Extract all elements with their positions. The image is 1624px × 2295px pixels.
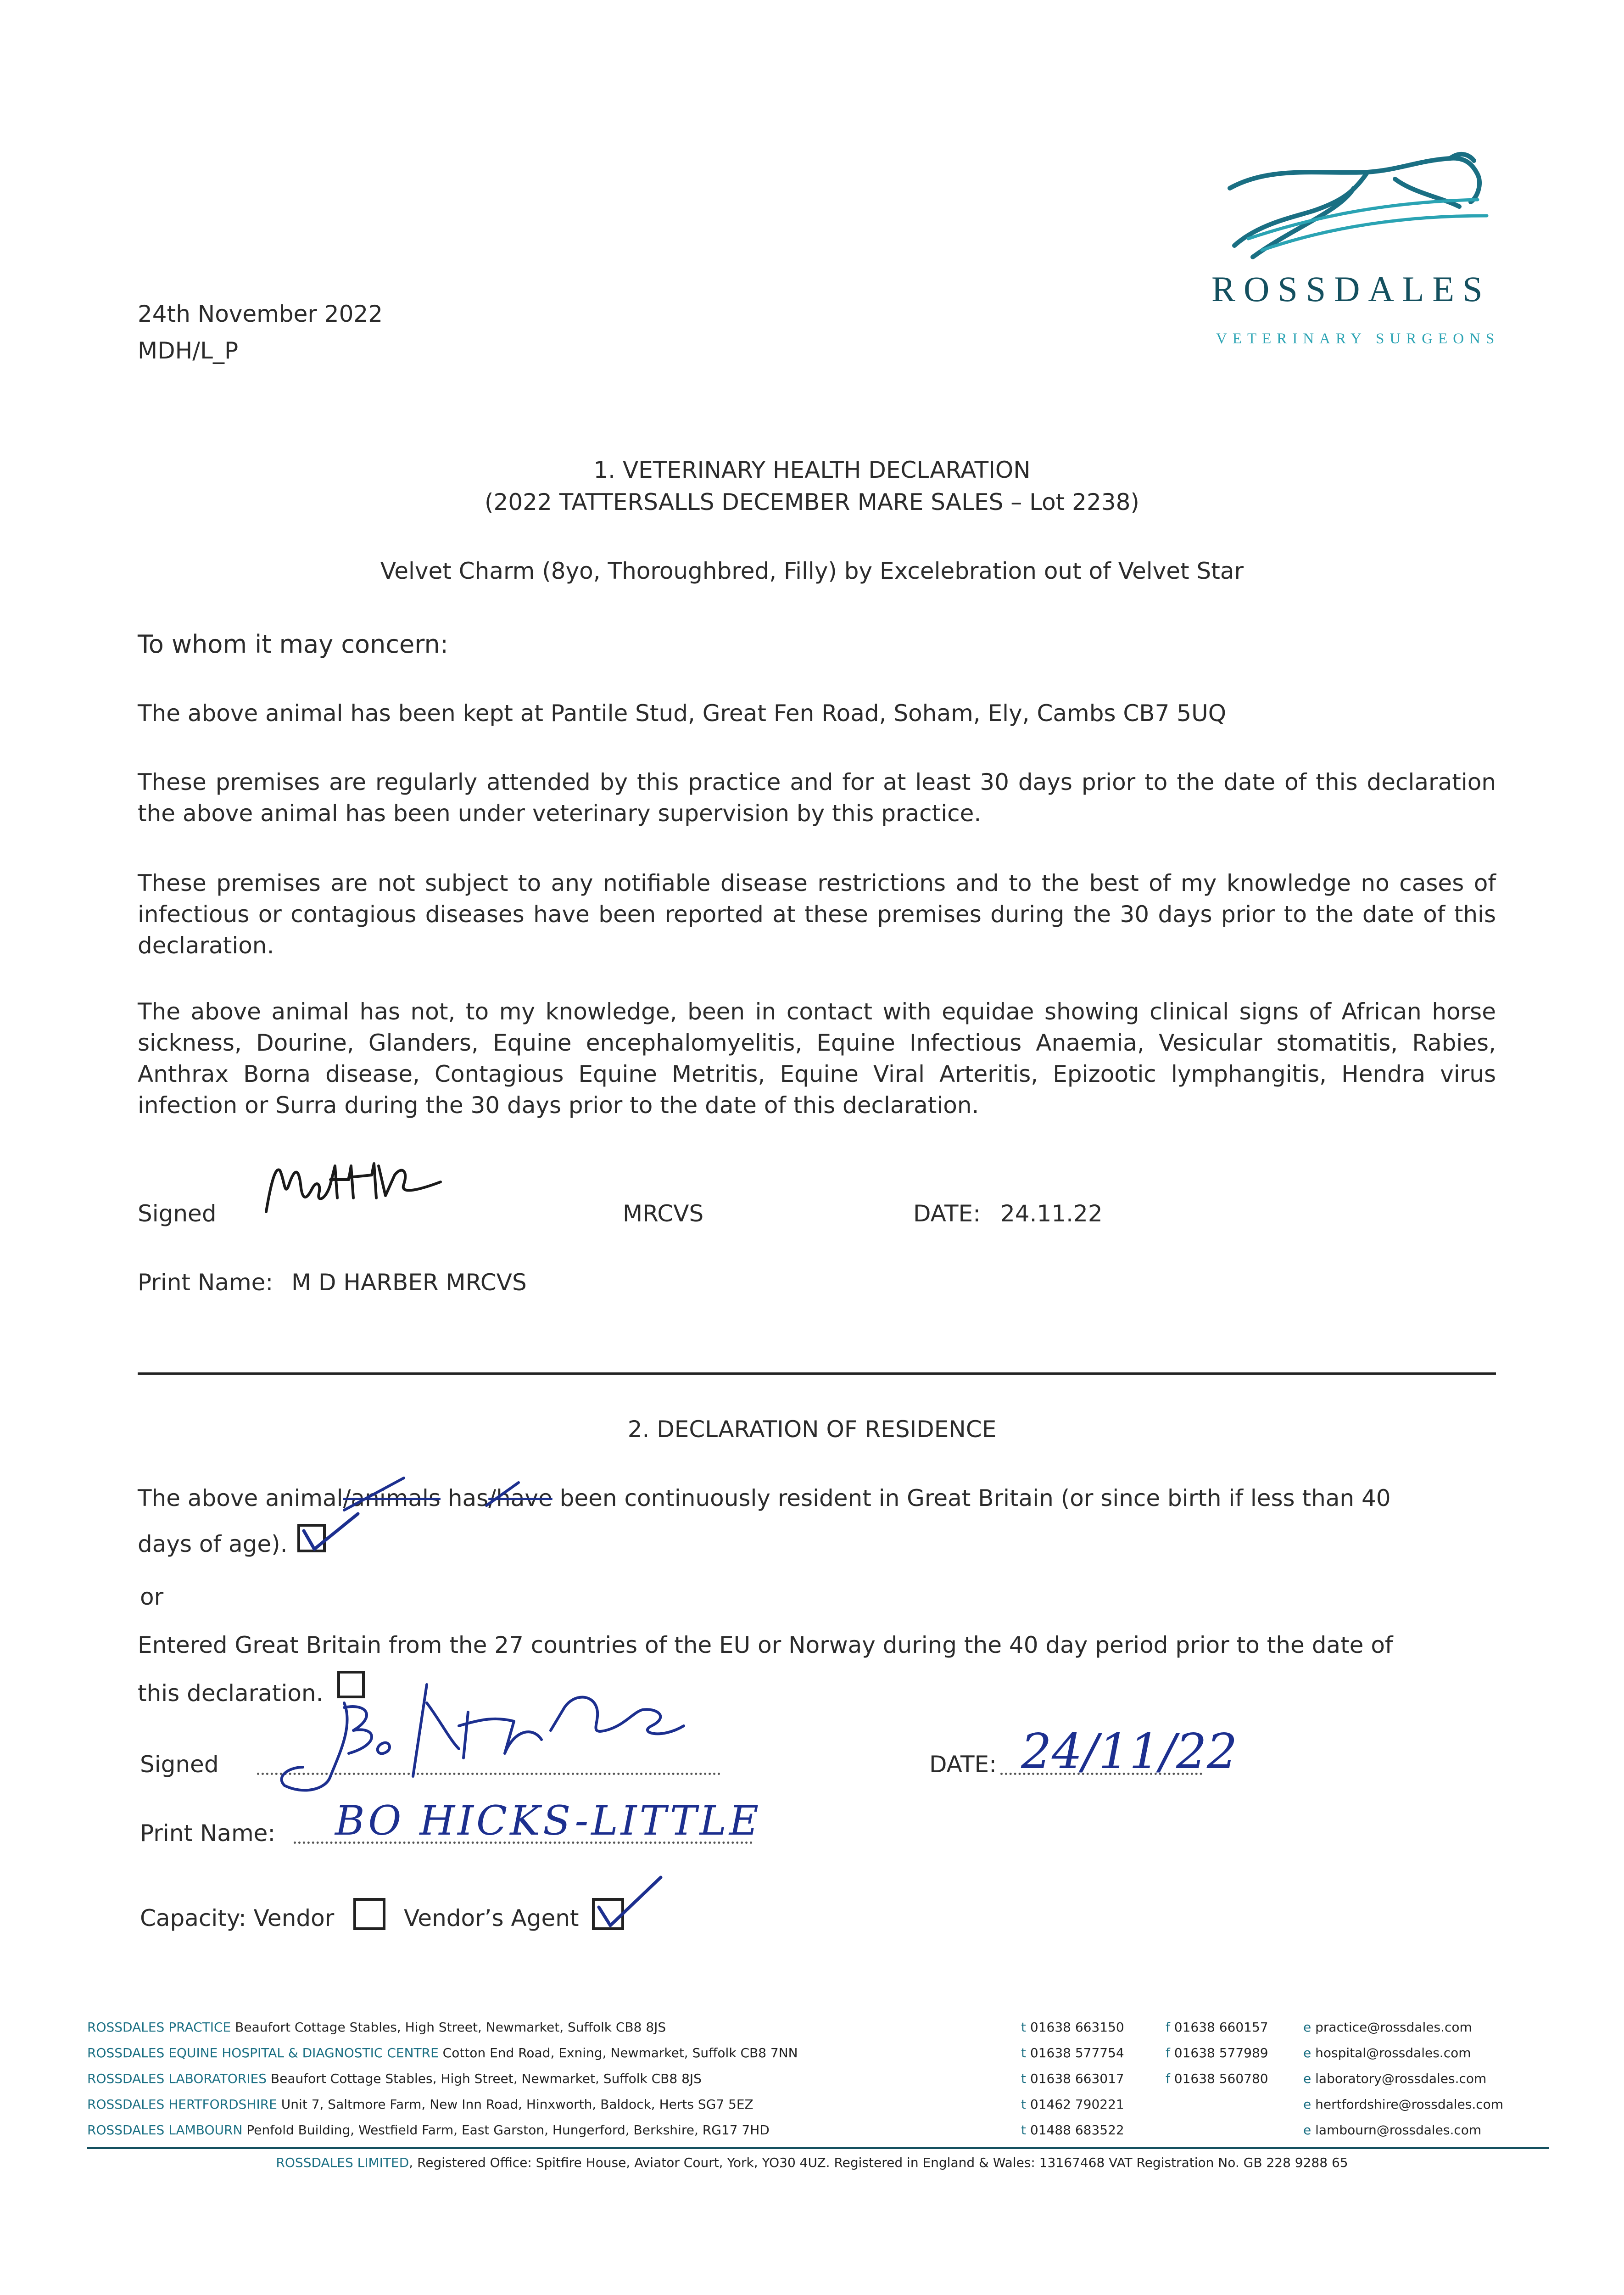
footer-email-practice[interactable]: e practice@rossdales.com <box>1303 2020 1472 2035</box>
section2-print-name-value: BO HICKS-LITTLE <box>335 1797 762 1844</box>
word-animals-struck: /animals <box>343 1485 441 1511</box>
footer-address-laboratories: ROSSDALES LABORATORIES Beaufort Cottage Stables, High Street, Newmarket, Suffolk CB8 8JS <box>87 2071 702 2086</box>
section2-signed-label: Signed <box>140 1751 219 1778</box>
footer-fax-practice: f 01638 660157 <box>1166 2020 1268 2035</box>
section1-subheading: (2022 TATTERSALLS DECEMBER MARE SALES – Lot 2238) <box>485 489 1139 515</box>
vet-signature-icon <box>257 1157 450 1221</box>
registered-org: ROSSDALES LIMITED <box>276 2155 409 2170</box>
section2-print-name-label: Print Name: <box>140 1820 276 1847</box>
footer-divider <box>87 2147 1549 2149</box>
footer-tel-practice: t 01638 663150 <box>1021 2020 1124 2035</box>
section2-heading: 2. DECLARATION OF RESIDENCE <box>627 1416 997 1443</box>
section-divider <box>138 1372 1496 1375</box>
section2-date-label: DATE: <box>929 1751 997 1778</box>
option1-checkmark-icon <box>298 1510 363 1556</box>
paragraph-premises: The above animal has been kept at Pantile Stud, Great Fen Road, Soham, Ely, Cambs CB7 5UQ <box>138 700 1227 727</box>
print-name-label: Print Name: <box>138 1269 273 1296</box>
signed-label: Signed <box>138 1200 217 1227</box>
section1-date-label: DATE: <box>913 1200 981 1227</box>
footer-tel-hospital: t 01638 577754 <box>1021 2045 1124 2060</box>
residence-text-start: The above <box>138 1485 266 1511</box>
footer-registered <box>0 2155 1624 2170</box>
or-text: or <box>140 1584 164 1610</box>
footer-address-hertfordshire: ROSSDALES HERTFORDSHIRE Unit 7, Saltmore Farm, New Inn Road, Hinxworth, Baldock, Herts SG7 5EZ <box>87 2097 753 2112</box>
footer-tel-laboratories: t 01638 663017 <box>1021 2071 1124 2086</box>
agent-signature-icon <box>275 1675 688 1808</box>
paragraph-no-restrictions: These premises are not subject to any notifiable disease restrictions and to the best of my knowledge no cases of infectious or contagious diseases have been reported at these premises during the 30 days prior to the date of this declaration. <box>138 870 1496 959</box>
word-have-struck: /have <box>488 1485 552 1511</box>
registered-details: , Registered Office: Spitfire House, Aviator Court, York, YO30 4UZ. Registered in England & Wales: 13167468 VAT Registration No. GB 228 9288 65 <box>409 2155 1348 2170</box>
qualification-text: MRCVS <box>623 1200 704 1227</box>
logo-name: ROSSDALES <box>1211 269 1491 309</box>
section1-date-value: 24.11.22 <box>1000 1200 1103 1227</box>
residence-option2-line2: this declaration. <box>138 1680 324 1707</box>
horse-description: Velvet Charm (8yo, Thoroughbred, Filly) by Excelebration out of Velvet Star <box>380 558 1244 584</box>
footer-email-hertfordshire[interactable]: e hertfordshire@rossdales.com <box>1303 2097 1504 2112</box>
rossdales-logo <box>1202 147 1505 358</box>
section2-date-value: 24/11/22 <box>1021 1724 1238 1780</box>
footer-tel-lambourn: t 01488 683522 <box>1021 2122 1124 2138</box>
paragraph-supervision: These premises are regularly attended by this practice and for at least 30 days prior to the date of this declaration the above animal has been under veterinary supervision by this practice. <box>138 769 1496 827</box>
section1-heading: 1. VETERINARY HEALTH DECLARATION <box>593 457 1031 483</box>
footer-address-lambourn: ROSSDALES LAMBOURN Penfold Building, Westfield Farm, East Garston, Hungerford, Berkshire, RG17 7HD <box>87 2122 770 2138</box>
word-animal: animal <box>265 1485 343 1511</box>
salutation: To whom it may concern: <box>138 630 448 659</box>
footer-fax-hospital: f 01638 577989 <box>1166 2045 1268 2060</box>
residence-text-end: been continuously resident in Great Britain (or since birth if less than 40 <box>552 1485 1391 1511</box>
residence-option1-line2: days of age). <box>138 1531 288 1557</box>
vendor-agent-checkmark-icon <box>592 1873 665 1932</box>
vendor-checkbox[interactable] <box>353 1898 385 1930</box>
letter-reference: MDH/L_P <box>138 337 239 364</box>
letter-date: 24th November 2022 <box>138 301 383 327</box>
strike-through-marks-icon <box>335 1464 528 1519</box>
footer-address-practice: ROSSDALES PRACTICE Beaufort Cottage Stables, High Street, Newmarket, Suffolk CB8 8JS <box>87 2020 666 2035</box>
horse-logo-icon <box>1202 147 1505 266</box>
word-has: has <box>440 1485 489 1511</box>
vendor-agent-label: Vendor’s Agent <box>404 1905 579 1931</box>
footer-email-hospital[interactable]: e hospital@rossdales.com <box>1303 2045 1471 2060</box>
footer-tel-hertfordshire: t 01462 790221 <box>1021 2097 1124 2112</box>
footer-email-laboratories[interactable]: e laboratory@rossdales.com <box>1303 2071 1487 2086</box>
footer-address-hospital: ROSSDALES EQUINE HOSPITAL & DIAGNOSTIC CENTRE Cotton End Road, Exning, Newmarket, Suffolk CB8 7NN <box>87 2045 798 2060</box>
footer-email-lambourn[interactable]: e lambourn@rossdales.com <box>1303 2122 1482 2138</box>
residence-option1-line1 <box>138 1483 1391 1514</box>
footer-fax-laboratories: f 01638 560780 <box>1166 2071 1268 2086</box>
print-name-value: M D HARBER MRCVS <box>291 1269 527 1296</box>
residence-option2-line1: Entered Great Britain from the 27 countries of the EU or Norway during the 40 day period prior to the date of <box>138 1632 1393 1658</box>
logo-tagline: VETERINARY SURGEONS <box>1216 330 1500 347</box>
capacity-label: Capacity: Vendor <box>140 1905 335 1931</box>
paragraph-no-contact: The above animal has not, to my knowledge, been in contact with equidae showing clinical signs of African horse sickness, Dourine, Glanders, Equine encephalomyelitis, Equine Infectious Anaemia, Vesicular stomatitis, Rabies, Anthrax Borna disease, Contagious Equine Metritis, Equine Viral Arteritis, Epizootic lymphangitis, Hendra virus infection or Surra during the 30 days prior to the date of this declaration. <box>138 998 1496 1119</box>
